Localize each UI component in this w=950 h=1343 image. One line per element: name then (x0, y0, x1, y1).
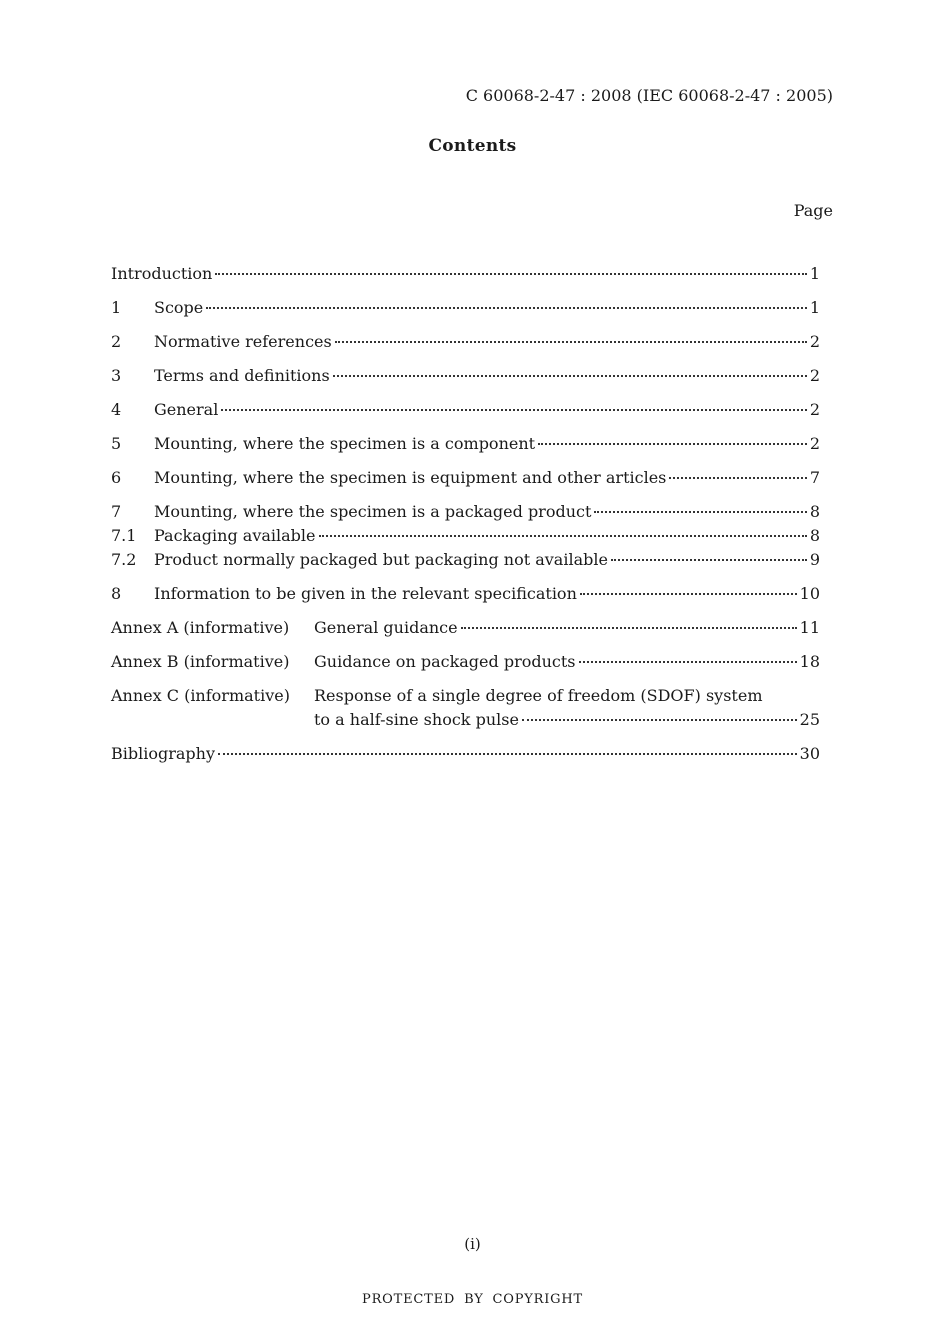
toc-entry-page: 10 (799, 584, 820, 603)
toc-entry-number: 7 (111, 502, 122, 521)
dot-leader (669, 476, 806, 479)
toc-entry-page: 1 (809, 264, 820, 283)
toc-entry-page: 25 (799, 710, 820, 729)
toc-entry-section-7-2[interactable] (111, 548, 820, 572)
table-of-contents (111, 262, 820, 766)
toc-entry-title: Introduction (111, 264, 213, 283)
toc-entry-title: Mounting, where the specimen is a component (154, 434, 536, 453)
toc-entry-page: 9 (809, 550, 820, 569)
dot-leader (580, 592, 797, 595)
toc-entry-page: 8 (809, 526, 820, 545)
toc-annex-label: Annex B (informative) (111, 652, 290, 671)
toc-entry-title-line-2: to a half-sine shock pulse (314, 710, 519, 729)
toc-entry-page: 7 (809, 468, 820, 487)
toc-entry-title: Guidance on packaged products (314, 652, 576, 671)
toc-entry-title: Information to be given in the relevant specification (154, 584, 577, 603)
toc-entry-section-5[interactable] (111, 432, 820, 456)
dot-leader (319, 534, 807, 537)
toc-entry-page: 1 (809, 298, 820, 317)
toc-entry-annex-c-continued[interactable] (111, 708, 820, 732)
toc-entry-section-4[interactable] (111, 398, 820, 422)
toc-entry-section-1[interactable] (111, 296, 820, 320)
dot-leader (579, 660, 797, 663)
document-identifier: C 60068-2-47 : 2008 (IEC 60068-2-47 : 2005) (465, 86, 833, 105)
toc-entry-annex-c[interactable] (111, 684, 820, 708)
toc-entry-title: Product normally packaged but packaging not available (154, 550, 608, 569)
toc-entry-title: Mounting, where the specimen is a packaged product (154, 502, 592, 521)
toc-entry-section-3[interactable] (111, 364, 820, 388)
toc-entry-number: 8 (111, 584, 122, 603)
dot-leader (333, 374, 807, 377)
toc-entry-title: Bibliography (111, 744, 215, 763)
dot-leader (221, 408, 806, 411)
toc-entry-section-8[interactable] (111, 582, 820, 606)
copyright-notice: PROTECTED BY COPYRIGHT (362, 1292, 583, 1307)
toc-entry-title-line-1: Response of a single degree of freedom (SDOF) system (314, 686, 763, 705)
toc-entry-section-7[interactable] (111, 500, 820, 524)
toc-entry-page: 8 (809, 502, 820, 521)
toc-entry-page: 11 (799, 618, 820, 637)
toc-entry-title: Packaging available (154, 526, 316, 545)
toc-entry-number: 7.1 (111, 526, 137, 545)
toc-entry-number: 5 (111, 434, 122, 453)
toc-annex-label: Annex C (informative) (111, 686, 290, 705)
toc-entry-page: 30 (799, 744, 820, 763)
dot-leader (335, 340, 807, 343)
dot-leader (206, 306, 807, 309)
dot-leader (461, 626, 797, 629)
toc-entry-page: 2 (809, 400, 820, 419)
toc-entry-number: 6 (111, 468, 122, 487)
toc-entry-number: 1 (111, 298, 122, 317)
toc-entry-introduction[interactable] (111, 262, 820, 286)
toc-entry-page: 2 (809, 434, 820, 453)
dot-leader (594, 510, 806, 513)
toc-entry-title: Mounting, where the specimen is equipment and other articles (154, 468, 667, 487)
dot-leader (522, 718, 797, 721)
toc-entry-bibliography[interactable] (111, 742, 820, 766)
toc-entry-page: 18 (799, 652, 820, 671)
page-title: Contents (428, 136, 517, 156)
toc-entry-annex-a[interactable] (111, 616, 820, 640)
page-number: (i) (464, 1235, 481, 1253)
toc-entry-title: General guidance (314, 618, 458, 637)
toc-entry-number: 4 (111, 400, 122, 419)
toc-entry-number: 3 (111, 366, 122, 385)
dot-leader (611, 558, 807, 561)
toc-entry-page: 2 (809, 332, 820, 351)
toc-entry-section-2[interactable] (111, 330, 820, 354)
toc-entry-title: Terms and definitions (154, 366, 330, 385)
toc-entry-section-7-1[interactable] (111, 524, 820, 548)
dot-leader (538, 442, 807, 445)
toc-entry-annex-b[interactable] (111, 650, 820, 674)
toc-entry-page: 2 (809, 366, 820, 385)
toc-entry-number: 7.2 (111, 550, 137, 569)
toc-entry-title: Normative references (154, 332, 332, 351)
toc-entry-number: 2 (111, 332, 122, 351)
toc-entry-title: Scope (154, 298, 204, 317)
toc-annex-label: Annex A (informative) (111, 618, 290, 637)
page-column-label: Page (793, 201, 833, 220)
dot-leader (215, 272, 806, 275)
toc-entry-section-6[interactable] (111, 466, 820, 490)
dot-leader (218, 752, 797, 755)
toc-entry-title: General (154, 400, 219, 419)
